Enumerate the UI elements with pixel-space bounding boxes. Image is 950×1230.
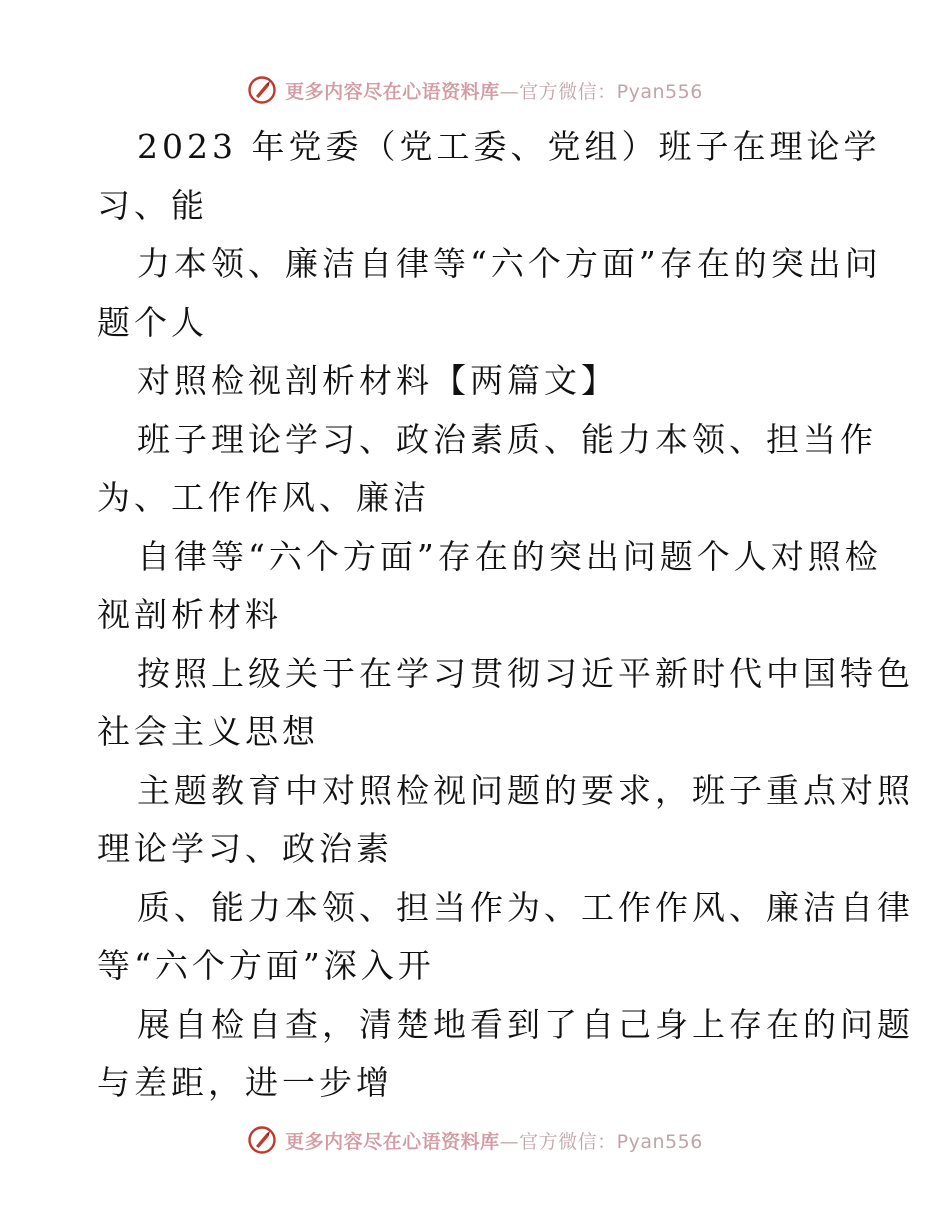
header-banner-text <box>285 77 703 104</box>
text-line: 按照上级关于在学习贯彻习近平新时代中国特色 <box>137 653 914 693</box>
footer-banner-contact: 官方微信：Pyan556 <box>519 1130 703 1153</box>
quill-pen-circle-logo-icon <box>247 1125 277 1155</box>
text-line: 2023 年党委（党工委、党组）班子在理论学 <box>137 127 881 166</box>
text-line: 展自检自查，清楚地看到了自己身上存在的问题 <box>137 1004 914 1044</box>
footer-banner-main: 更多内容尽在心语资料库 <box>285 1130 500 1153</box>
footer-banner-dash: — <box>499 1130 520 1153</box>
text-line: 质、能力本领、担当作为、工作作风、廉洁自律 <box>137 887 914 927</box>
footer-banner-text <box>285 1127 703 1154</box>
text-line: 与差距，进一步增 <box>97 1063 393 1102</box>
text-line: 习、能 <box>97 185 208 225</box>
text-line: 视剖析材料 <box>97 595 282 634</box>
header-banner-dash: — <box>499 80 520 103</box>
text-line: 对照检视剖析材料【两篇文】 <box>137 361 618 400</box>
text-line: 自律等“六个方面”存在的突出问题个人对照检 <box>137 536 882 576</box>
text-line: 为、工作作风、廉洁 <box>97 478 430 517</box>
text-line: 班子理论学习、政治素质、能力本领、担当作 <box>137 419 877 459</box>
text-line: 题个人 <box>97 302 208 342</box>
text-line: 社会主义思想 <box>97 712 319 751</box>
text-line: 理论学习、政治素 <box>97 829 393 868</box>
text-line: 主题教育中对照检视问题的要求，班子重点对照 <box>137 770 914 810</box>
quill-pen-circle-logo-icon <box>247 75 277 105</box>
document-body <box>97 118 914 1113</box>
header-banner-contact: 官方微信：Pyan556 <box>519 80 703 103</box>
text-line: 力本领、廉洁自律等“六个方面”存在的突出问 <box>137 244 882 283</box>
header-banner-main: 更多内容尽在心语资料库 <box>285 80 500 103</box>
footer-watermark-banner <box>0 1120 950 1160</box>
header-watermark-banner <box>0 70 950 110</box>
text-line: 等“六个方面”深入开 <box>97 946 435 985</box>
